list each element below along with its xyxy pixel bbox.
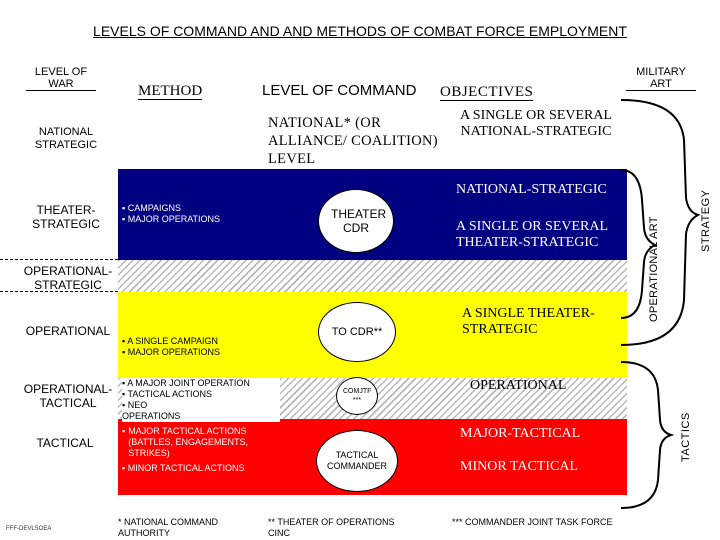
list-item: ▪ A SINGLE CAMPAIGN	[122, 336, 219, 346]
objective-major-tactical: MAJOR-TACTICAL	[460, 426, 581, 441]
list-item: ▪ NEO OPERATIONS	[122, 400, 181, 421]
header-military-art: MILITARY ART	[626, 66, 696, 91]
objective-single-theater: A SINGLE THEATER- STRATEGIC	[462, 306, 595, 337]
level-national-strategic: NATIONAL STRATEGIC	[34, 126, 98, 151]
objective-minor-tactical: MINOR TACTICAL	[460, 459, 579, 474]
list-item: ▪ MINOR TACTICAL ACTIONS	[122, 463, 245, 473]
command-theater-cdr: THEATER CDR	[318, 189, 394, 253]
footnote-2: ** THEATER OF OPERATIONS CINC	[268, 517, 395, 538]
command-national: NATIONAL* (OR ALLIANCE/ COALITION) LEVEL	[268, 115, 438, 167]
header-objectives: OBJECTIVES	[440, 84, 534, 100]
list-item: ▪ CAMPAIGNS	[122, 203, 182, 213]
side-label-strategy: STRATEGY	[700, 189, 712, 252]
command-tactical-commander: TACTICAL COMMANDER	[316, 430, 398, 492]
level-theater-strategic: THEATER- STRATEGIC	[32, 203, 100, 231]
list-item: ▪ MAJOR OPERATIONS	[122, 214, 221, 224]
list-item: ▪ TACTICAL ACTIONS	[122, 389, 213, 399]
diagram-title: LEVELS OF COMMAND AND AND METHODS OF COMBAT FORCE EMPLOYMENT	[93, 23, 627, 39]
source-reference: FFF-DEVLSOEA	[6, 526, 52, 532]
list-item: ▪ A MAJOR JOINT OPERATION	[122, 378, 250, 388]
command-to-cdr: TO CDR**	[318, 302, 396, 362]
level-operational-tactical: OPERATIONAL- TACTICAL	[23, 382, 113, 410]
list-item: ▪ MAJOR OPERATIONS	[122, 347, 221, 357]
bracket-tactics	[621, 362, 671, 508]
header-level-of-command: LEVEL OF COMMAND	[262, 82, 417, 99]
objective-operational: OPERATIONAL	[470, 378, 567, 393]
list-item: ▪ MAJOR TACTICAL ACTIONS (BATTLES, ENGAGEMENTS, STRIKES)	[122, 426, 249, 458]
objective-national-strategic: NATIONAL-STRATEGIC	[456, 182, 607, 197]
level-operational: OPERATIONAL	[25, 324, 111, 338]
footnote-1: * NATIONAL COMMAND AUTHORITY	[118, 517, 219, 538]
header-method: METHOD	[138, 83, 203, 99]
objective-national-top: A SINGLE OR SEVERAL NATIONAL-STRATEGIC	[459, 108, 613, 139]
objective-theater-strategic: A SINGLE OR SEVERAL THEATER-STRATEGIC	[456, 219, 608, 250]
footnote-3: *** COMMANDER JOINT TASK FORCE	[452, 517, 613, 527]
level-operational-strategic: OPERATIONAL- STRATEGIC	[23, 264, 113, 292]
level-tactical: TACTICAL	[36, 436, 94, 450]
side-label-operational-art: OPERATIONAL ART	[648, 216, 660, 322]
header-level-of-war: LEVEL OF WAR	[26, 66, 96, 91]
command-comjtf: COMJTF ***	[336, 377, 378, 415]
side-label-tactics: TACTICS	[680, 412, 692, 462]
